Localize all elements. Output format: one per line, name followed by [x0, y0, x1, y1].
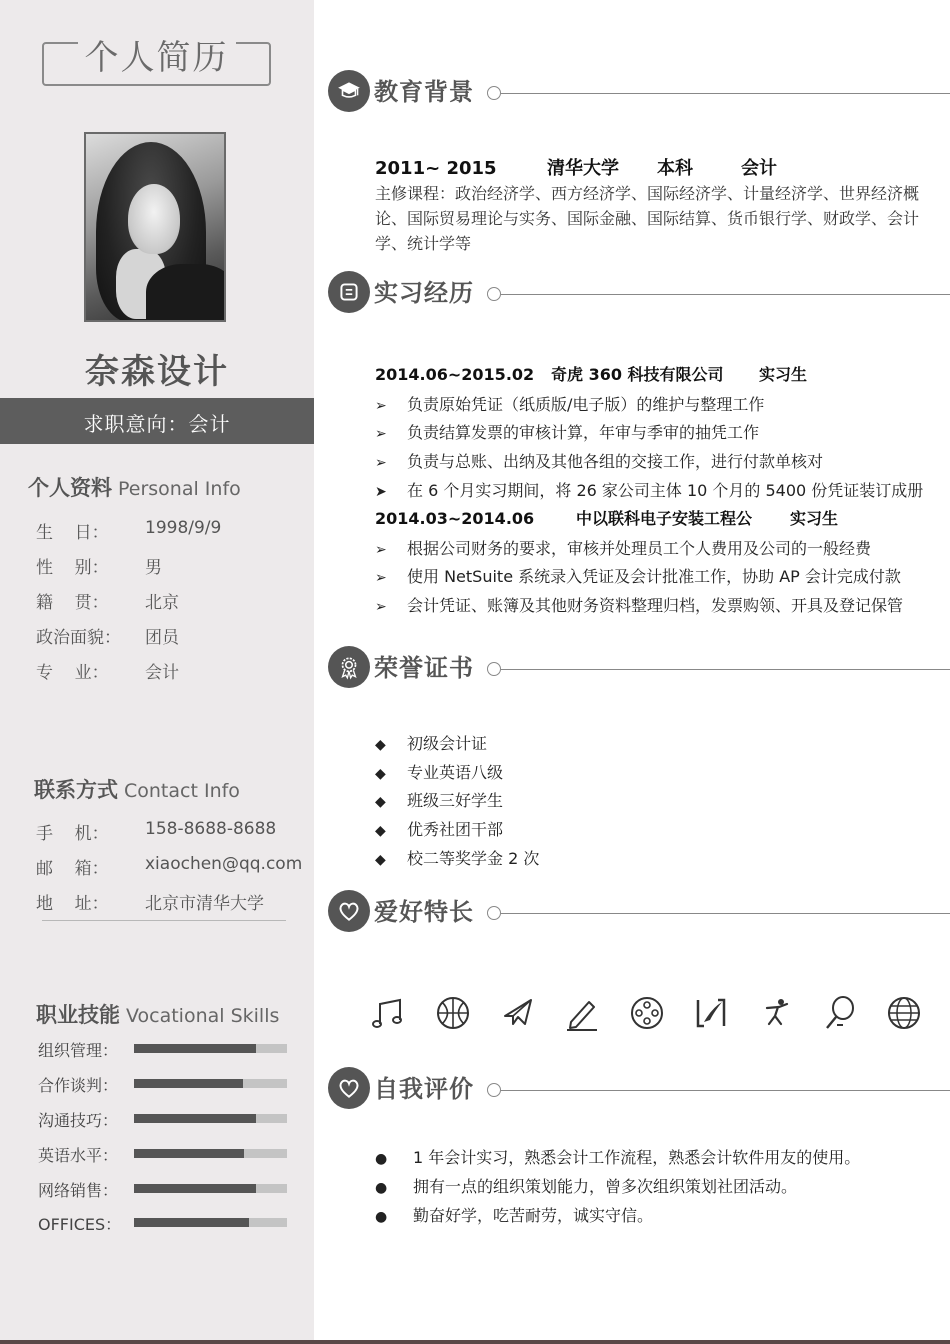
- contact-label: 邮 箱：: [36, 859, 109, 879]
- job-bullet: ➢ 会计凭证、账簿及其他财务资料整理归档，发票购领、开具及登记保管: [375, 596, 904, 615]
- job-header: 2014.03~2014.06 中以联科电子安装工程公 实习生: [375, 509, 839, 528]
- contact-info-heading: 联系方式 Contact Info: [34, 778, 240, 802]
- skill-bar-fill: [134, 1044, 256, 1053]
- skill-bar-fill: [134, 1079, 243, 1088]
- bottom-rule: [0, 1340, 950, 1344]
- skills-heading: 职业技能 Vocational Skills: [36, 1003, 280, 1027]
- writing-icon: [692, 994, 730, 1032]
- info-value: 会计: [145, 663, 179, 683]
- resume-title: 个人简历: [84, 38, 229, 78]
- info-label: 生 日：: [36, 523, 109, 543]
- skill-label: 沟通技巧：: [38, 1111, 119, 1130]
- info-label: 籍 贯：: [36, 593, 109, 613]
- job-bullet: ➢ 负责结算发票的审核计算，年审与季审的抽凭工作: [375, 423, 760, 442]
- job-bullet: ➢ 根据公司财务的要求，审核并处理员工个人费用及公司的一般经费: [375, 539, 872, 558]
- skill-bar-fill: [134, 1114, 256, 1123]
- basketball-icon: [434, 994, 472, 1032]
- skill-bar: [134, 1044, 287, 1053]
- education-summary: 2011~ 2015 清华大学 本科 会计: [375, 158, 777, 179]
- heart-icon: [328, 1067, 370, 1109]
- hobbies-title: 爱好特长: [374, 898, 474, 926]
- self-eval-title: 自我评价: [374, 1075, 474, 1103]
- info-value: 男: [145, 558, 162, 578]
- award-badge-icon: [328, 646, 370, 688]
- globe-icon: [885, 994, 923, 1032]
- honor-item: ◆ 初级会计证: [375, 734, 488, 753]
- job-bullet: ➢ 负责与总账、出纳及其他各组的交接工作，进行付款单核对: [375, 452, 824, 471]
- honors-title: 荣誉证书: [374, 654, 474, 682]
- profile-photo: [84, 132, 226, 322]
- self-eval-item: ● 拥有一点的组织策划能力，曾多次组织策划社团活动。: [375, 1177, 798, 1196]
- skill-bar: [134, 1079, 287, 1088]
- airplane-icon: [499, 994, 537, 1032]
- skill-label: 网络销售：: [38, 1181, 119, 1200]
- honor-item: ◆ 校二等奖学金 2 次: [375, 849, 540, 868]
- dance-icon: [757, 994, 795, 1032]
- email-value: xiaochen@qq.com: [145, 854, 303, 874]
- badminton-icon: [821, 994, 859, 1032]
- skill-bar: [134, 1149, 287, 1158]
- education-courses: 主修课程：政治经济学、西方经济学、国际经济学、计量经济学、世界经济概论、国际贸易理论与实务、国际金融、国际结算、货币银行学、财政学、会计学、统计学等: [375, 184, 920, 253]
- honor-item: ◆ 专业英语八级: [375, 763, 504, 782]
- internship-title: 实习经历: [374, 279, 474, 307]
- job-bullet: ➤ 在 6 个月实习期间，将 26 家公司主体 10 个月的 5400 份凭证装订成册: [375, 481, 924, 500]
- skill-label: 组织管理：: [38, 1041, 119, 1060]
- education-title: 教育背景: [374, 78, 474, 106]
- skill-bar: [134, 1218, 287, 1227]
- job-bullet: ➢ 使用 NetSuite 系统录入凭证及会计批准工作，协助 AP 会计完成付款: [375, 567, 901, 586]
- job-intent: 求职意向：会计: [83, 412, 231, 436]
- self-eval-item: ● 勤奋好学，吃苦耐劳，诚实守信。: [375, 1206, 654, 1225]
- honor-item: ◆ 班级三好学生: [375, 791, 504, 810]
- job-header: 2014.06~2015.02 奇虎 360 科技有限公司 实习生: [375, 365, 808, 384]
- skill-bar: [134, 1184, 287, 1193]
- phone-value: 158-8688-8688: [145, 819, 277, 839]
- divider: [42, 920, 286, 921]
- info-value: 北京: [145, 593, 179, 613]
- info-value: 1998/9/9: [145, 518, 222, 538]
- info-label: 性 别：: [36, 558, 109, 578]
- contact-label: 地 址：: [36, 894, 109, 914]
- calendar-icon: [328, 271, 370, 313]
- skill-bar-fill: [134, 1184, 256, 1193]
- info-value: 团员: [145, 628, 179, 648]
- self-eval-item: ● 1 年会计实习，熟悉会计工作流程，熟悉会计软件用友的使用。: [375, 1148, 861, 1167]
- skill-label: 合作谈判：: [38, 1076, 119, 1095]
- skill-bar: [134, 1114, 287, 1123]
- skill-label: 英语水平：: [38, 1146, 119, 1165]
- skill-label: OFFICES：: [38, 1215, 122, 1234]
- personal-info-heading: 个人资料 Personal Info: [28, 476, 241, 500]
- contact-label: 手 机：: [36, 824, 109, 844]
- honor-item: ◆ 优秀社团干部: [375, 820, 504, 839]
- info-label: 政治面貌：: [36, 628, 121, 648]
- address-value: 北京市清华大学: [145, 894, 264, 914]
- info-label: 专 业：: [36, 663, 109, 683]
- graduation-cap-icon: [328, 70, 370, 112]
- pen-icon: [563, 994, 601, 1032]
- skill-bar-fill: [134, 1218, 249, 1227]
- heart-icon: [328, 890, 370, 932]
- skill-bar-fill: [134, 1149, 244, 1158]
- music-icon: [370, 994, 408, 1032]
- candidate-name: 奈森设计: [85, 352, 229, 392]
- hobby-icons: [370, 994, 930, 1034]
- film-reel-icon: [628, 994, 666, 1032]
- job-bullet: ➢ 负责原始凭证（纸质版/电子版）的维护与整理工作: [375, 395, 765, 414]
